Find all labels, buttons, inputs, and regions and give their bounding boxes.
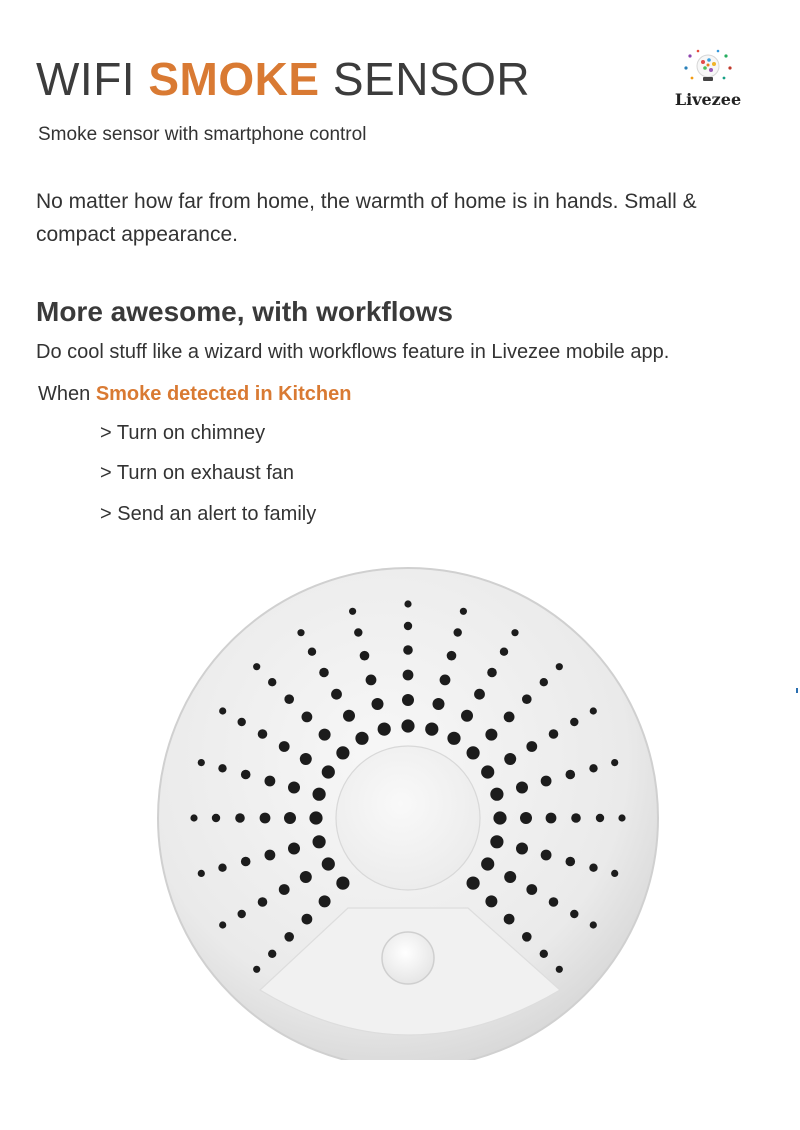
vent-hole <box>331 689 342 700</box>
vent-hole <box>571 813 581 823</box>
vent-hole <box>319 895 331 907</box>
vent-hole <box>522 932 532 942</box>
vent-hole <box>355 732 368 745</box>
vent-hole <box>401 719 414 732</box>
vent-hole <box>302 712 313 723</box>
vent-hole <box>241 857 251 867</box>
vent-hole <box>504 712 515 723</box>
vent-hole <box>618 814 625 821</box>
vent-hole <box>485 729 497 741</box>
vent-hole <box>589 864 597 872</box>
vent-hole <box>493 811 506 824</box>
workflow-action: > Turn on chimney <box>100 422 266 444</box>
vent-hole <box>372 698 384 710</box>
vent-hole <box>467 746 480 759</box>
title-prefix: WIFI <box>36 53 149 105</box>
vent-hole <box>319 668 329 678</box>
vent-hole <box>570 718 578 726</box>
vent-hole <box>566 857 576 867</box>
when-label: When <box>38 383 96 405</box>
workflow-action: > Turn on exhaust fan <box>100 462 295 484</box>
title-suffix: SENSOR <box>319 53 531 105</box>
vent-hole <box>288 782 300 794</box>
vent-hole <box>218 864 226 872</box>
vent-hole <box>500 648 508 656</box>
title-accent: SMOKE <box>148 53 320 105</box>
vent-hole <box>279 741 290 752</box>
vent-hole <box>241 770 251 780</box>
vent-hole <box>460 608 467 615</box>
vent-hole <box>526 884 537 895</box>
vent-hole <box>336 877 349 890</box>
vent-hole <box>541 776 552 787</box>
vent-hole <box>212 814 220 822</box>
vent-hole <box>402 694 414 706</box>
vent-hole <box>404 622 412 630</box>
edge-mark <box>796 688 798 693</box>
workflow-trigger: Smoke detected in Kitchen <box>95 383 352 405</box>
vent-hole <box>198 759 205 766</box>
page-title <box>36 53 531 105</box>
vent-hole <box>218 764 226 772</box>
vent-hole <box>343 710 355 722</box>
vent-hole <box>297 629 304 636</box>
vent-hole <box>541 850 552 861</box>
vent-hole <box>288 843 300 855</box>
vent-hole <box>504 871 516 883</box>
vent-hole <box>611 870 618 877</box>
vent-hole <box>313 835 326 848</box>
vent-hole <box>504 753 516 765</box>
vent-hole <box>354 628 362 636</box>
vent-hole <box>300 871 312 883</box>
vent-hole <box>440 675 451 686</box>
vent-hole <box>447 651 457 661</box>
vent-hole <box>546 813 557 824</box>
vent-hole <box>322 765 335 778</box>
vent-hole <box>190 814 197 821</box>
vent-hole <box>378 723 391 736</box>
vent-hole <box>235 813 245 823</box>
vent-hole <box>490 788 503 801</box>
workflow-action: > Send an alert to family <box>100 503 317 525</box>
vent-hole <box>589 764 597 772</box>
vent-hole <box>322 857 335 870</box>
vent-hole <box>516 843 528 855</box>
vent-hole <box>284 694 294 704</box>
vent-hole <box>454 628 462 636</box>
vent-hole <box>403 670 414 681</box>
vent-hole <box>481 765 494 778</box>
vent-hole <box>556 966 563 973</box>
page-subtitle: Smoke sensor with smartphone control <box>38 124 367 145</box>
device-center-dome <box>336 746 480 890</box>
vent-hole <box>219 921 226 928</box>
vent-hole <box>447 732 460 745</box>
vent-hole <box>516 782 528 794</box>
vent-hole <box>253 966 260 973</box>
vent-hole <box>490 835 503 848</box>
vent-hole <box>556 663 563 670</box>
vent-hole <box>522 694 532 704</box>
vent-hole <box>308 648 316 656</box>
vent-hole <box>404 600 411 607</box>
vent-hole <box>403 645 413 655</box>
vent-hole <box>238 910 246 918</box>
vent-hole <box>238 718 246 726</box>
vent-hole <box>302 914 313 925</box>
vent-hole <box>467 877 480 890</box>
vent-hole <box>300 753 312 765</box>
vent-hole <box>284 932 294 942</box>
vent-hole <box>570 910 578 918</box>
vent-hole <box>309 811 322 824</box>
vent-hole <box>549 729 559 739</box>
intro-paragraph: No matter how far from home, the warmth of home is in hands. Small & compact appearance. <box>36 190 697 246</box>
vent-hole <box>360 651 370 661</box>
workflow-condition <box>38 383 351 406</box>
vent-hole <box>590 921 597 928</box>
vent-hole <box>526 741 537 752</box>
vent-hole <box>487 668 497 678</box>
vent-hole <box>253 663 260 670</box>
vent-hole <box>284 812 296 824</box>
vent-hole <box>268 678 276 686</box>
vent-hole <box>474 689 485 700</box>
vent-hole <box>590 707 597 714</box>
workflows-description: Do cool stuff like a wizard with workflows feature in Livezee mobile app. <box>36 341 670 363</box>
vent-hole <box>198 870 205 877</box>
vent-hole <box>549 897 559 907</box>
vent-hole <box>461 710 473 722</box>
test-button <box>382 932 434 984</box>
vent-hole <box>596 814 604 822</box>
vent-hole <box>268 950 276 958</box>
vent-hole <box>504 914 515 925</box>
vent-hole <box>279 884 290 895</box>
vent-hole <box>349 608 356 615</box>
vent-hole <box>258 897 268 907</box>
vent-hole <box>336 746 349 759</box>
vent-hole <box>366 675 377 686</box>
vent-hole <box>425 723 438 736</box>
vent-hole <box>258 729 268 739</box>
vent-hole <box>540 950 548 958</box>
vent-hole <box>511 629 518 636</box>
vent-hole <box>520 812 532 824</box>
workflows-heading: More awesome, with workflows <box>36 296 453 327</box>
vent-hole <box>265 850 276 861</box>
vent-hole <box>481 857 494 870</box>
vent-hole <box>566 770 576 780</box>
vent-hole <box>433 698 445 710</box>
vent-hole <box>313 788 326 801</box>
vent-hole <box>265 776 276 787</box>
vent-hole <box>219 707 226 714</box>
vent-hole <box>540 678 548 686</box>
vent-hole <box>611 759 618 766</box>
vent-hole <box>485 895 497 907</box>
brand-name: Livezee <box>674 90 742 109</box>
vent-hole <box>319 729 331 741</box>
vent-hole <box>260 813 271 824</box>
smoke-detector-image <box>150 560 670 1060</box>
